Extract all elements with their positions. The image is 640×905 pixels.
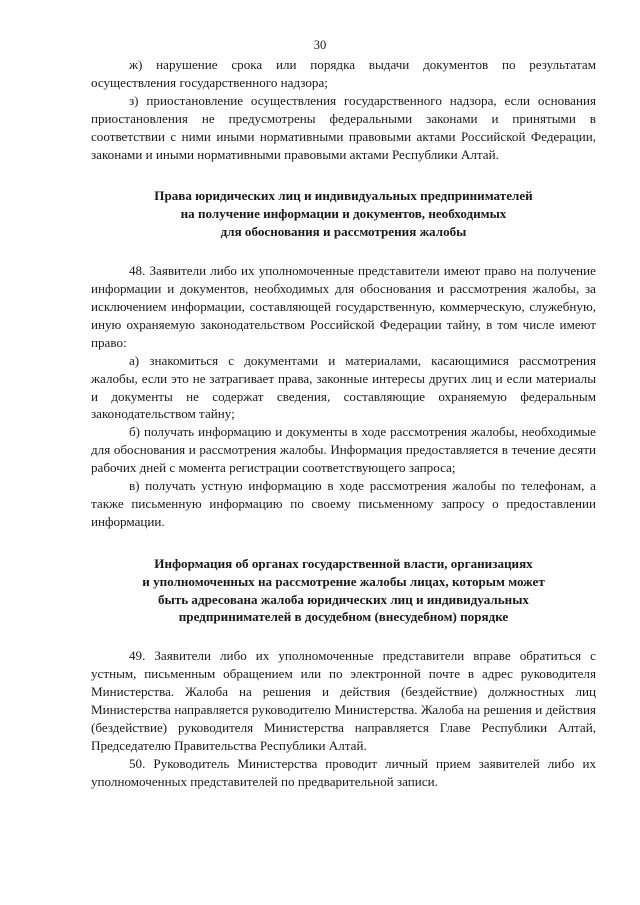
paragraph-48: 48. Заявители либо их уполномоченные представители имеют право на получение информации и документов, необходимых для обоснования и рассмотрения жалобы, за исключением информации, составляющей государственную, коммерческую, служебную, иную охраняемую законодательством Российской Федерации тайну, в том числе имеют право: xyxy=(91,263,596,350)
list-item-z: з) приостановление осуществления государственного надзора, если основания приостановления не предусмотрены федеральными законами и принятыми в соответствии с ними иными нормативными правовыми актами Российской Федерации, законами и иными нормативными правовыми актами Республики Алтай. xyxy=(91,92,596,162)
heading-line: Информация об органах государственной власти, организациях xyxy=(154,555,533,571)
list-item-zh: ж) нарушение срока или порядка выдачи документов по результатам осуществления государственного надзора; xyxy=(91,57,596,90)
list-item-a: а) знакомиться с документами и материалами, касающимися рассмотрения жалобы, если это не затрагивает права, законные интересы других лиц и если материалы и документы не содержат сведения, составляющие охраняемую федеральным законодательством тайну; xyxy=(91,352,596,422)
heading-line: для обоснования и рассмотрения жалобы xyxy=(220,224,467,240)
heading-line: и уполномоченных на рассмотрение жалобы лицах, которым может xyxy=(142,573,545,589)
heading-line: предпринимателей в досудебном (внесудебном) порядке xyxy=(178,609,509,625)
heading-line: Права юридических лиц и индивидуальных предпринимателей xyxy=(154,188,533,204)
spacer xyxy=(91,163,596,187)
page-number: 30 xyxy=(313,38,327,52)
section-heading-authorities xyxy=(91,555,596,627)
section-heading-rights xyxy=(91,187,596,241)
paragraph-49: 49. Заявители либо их уполномоченные представители вправе обратиться с устным, письменным обращением или по электронной почте в адрес руководителя Министерства. Жалоба на решения и действия (бездействие) должностных лиц Министерства направляется руководителю Министерства. Жалоба на решения и действия (бездействие) руководителя Министерства направляется Главе Республики Алтай, Председателю Правительства Республики Алтай. xyxy=(91,648,596,753)
heading-line: на получение информации и документов, необходимых xyxy=(180,206,507,222)
list-item-b: б) получать информацию и документы в ходе рассмотрения жалобы, необходимые для обоснования и рассмотрения жалобы. Информация предоставляется в течение десяти рабочих дней с момента регистрации соответствующего запроса; xyxy=(91,424,596,476)
spacer xyxy=(91,626,596,647)
list-item-v: в) получать устную информацию в ходе рассмотрения жалобы по телефонам, а также письменную информацию по своему письменному запросу о предоставлении информации. xyxy=(91,478,596,529)
heading-line: быть адресована жалоба юридических лиц и индивидуальных xyxy=(158,591,529,607)
spacer xyxy=(91,531,596,555)
document-body xyxy=(91,56,596,791)
paragraph-50: 50. Руководитель Министерства проводит личный прием заявителей либо их уполномоченных представителей по предварительной записи. xyxy=(91,755,596,789)
spacer xyxy=(91,241,596,262)
